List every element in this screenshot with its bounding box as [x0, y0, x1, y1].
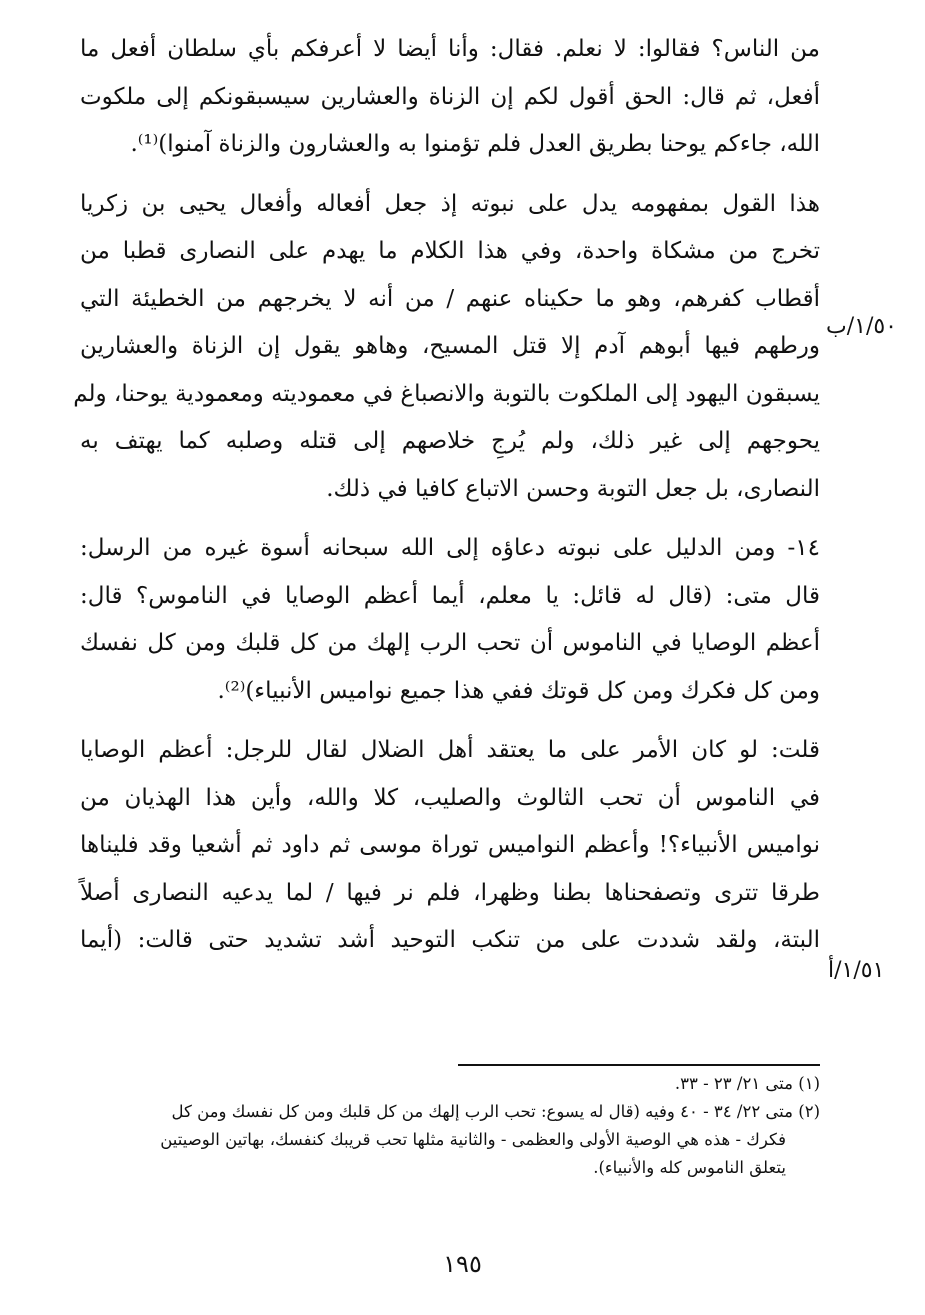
main-text: [73, 26, 820, 965]
text-line: قلت: لو كان الأمر على ما يعتقد أهل الضلال لقال للرجل: أعظم الوصايا: [80, 737, 820, 763]
text-line: في الناموس أن تحب الثالوث والصليب، كلا والله، وأين هذا الهذيان من: [80, 784, 820, 811]
text-line: أقطاب كفرهم، وهو ما حكيناه عنهم / من أنه لا يخرجهم من الخطيئة التي: [80, 285, 820, 312]
text-line: تخرج من مشكاة واحدة، وفي هذا الكلام ما يهدم على النصارى قطبا من: [80, 238, 820, 264]
footnote-line: يتعلق الناموس كله والأنبياء).: [593, 1158, 786, 1177]
text-line: البتة، ولقد شددت على من تنكب التوحيد أشد تشديد حتى قالت: (أيما: [80, 927, 820, 953]
footnotes: [80, 1070, 820, 1182]
text-line: الله، جاءكم يوحنا بطريق العدل فلم تؤمنوا به والعشارون والزناة آمنوا)⁽¹⁾.: [130, 131, 820, 157]
paragraph: [80, 727, 820, 965]
footnote-line: (١) متى ٢١/ ٢٣ - ٣٣.: [674, 1074, 820, 1093]
text-line: من الناس؟ فقالوا: لا نعلم. فقال: وأنا أيضا لا أعرفكم بأي سلطان أفعل ما: [80, 36, 820, 62]
text-line: ورطهم فيها أبوهم آدم إلا قتل المسيح، وهاهو يقول إن الزناة والعشارين: [80, 333, 820, 359]
manuscript-folio-ref: ١/٥١/أ: [828, 958, 885, 983]
paragraph: [73, 181, 820, 514]
footnote: [80, 1070, 820, 1098]
text-line: أعظم الوصايا في الناموس أن تحب الرب إلهك من كل قلبك ومن كل نفسك: [80, 630, 820, 656]
text-line: ١٤- ومن الدليل على نبوته دعاؤه إلى الله سبحانه أسوة غيره من الرسل:: [80, 535, 820, 561]
text-line: نواميس الأنبياء؟! وأعظم النواميس توراة موسى ثم داود ثم أشعيا وقد فليناها: [80, 832, 820, 858]
footnote-separator: [458, 1064, 820, 1066]
paragraph: [80, 26, 820, 169]
footnote-line: (٢) متى ٢٢/ ٣٤ - ٤٠ وفيه (قال له يسوع: تحب الرب إلهك من كل قلبك ومن كل نفسك ومن كل: [171, 1102, 820, 1121]
text-line: هذا القول بمفهومه يدل على نبوته إذ جعل أفعاله وأفعال يحيى بن زكريا: [80, 190, 820, 217]
page-number: ١٩٥: [443, 1250, 482, 1278]
text-line: أفعل، ثم قال: الحق أقول لكم إن الزناة والعشارين سيسبقونكم إلى ملكوت: [80, 83, 820, 110]
text-line: النصارى، بل جعل التوبة وحسن الاتباع كافيا في ذلك.: [326, 475, 820, 502]
text-line: يسبقون اليهود إلى الملكوت بالتوبة والانصباغ في معموديته ومعمودية يوحنا، ولم: [73, 380, 820, 407]
footnote: [80, 1098, 820, 1182]
footnote-line: فكرك - هذه هي الوصية الأولى والعظمى - والثانية مثلها تحب قريبك كنفسك، بهاتين الوصيتين: [160, 1130, 786, 1149]
text-line: ومن كل فكرك ومن كل قوتك ففي هذا جميع نواميس الأنبياء)⁽²⁾.: [217, 677, 820, 704]
text-line: يحوجهم إلى غير ذلك، ولم يُرجِ خلاصهم إلى قتله وصلبه كما يهتف به: [80, 428, 820, 454]
paragraph: [80, 525, 820, 715]
text-line: قال متى: (قال له قائل: يا معلم، أيما أعظم الوصايا في الناموس؟ قال:: [80, 582, 820, 609]
text-line: طرقا تترى وتصفحناها بطنا وظهرا، فلم نر فيها / لما يدعيه النصارى أصلاً: [80, 879, 820, 906]
manuscript-folio-ref: ١/٥٠/ب: [826, 314, 897, 339]
